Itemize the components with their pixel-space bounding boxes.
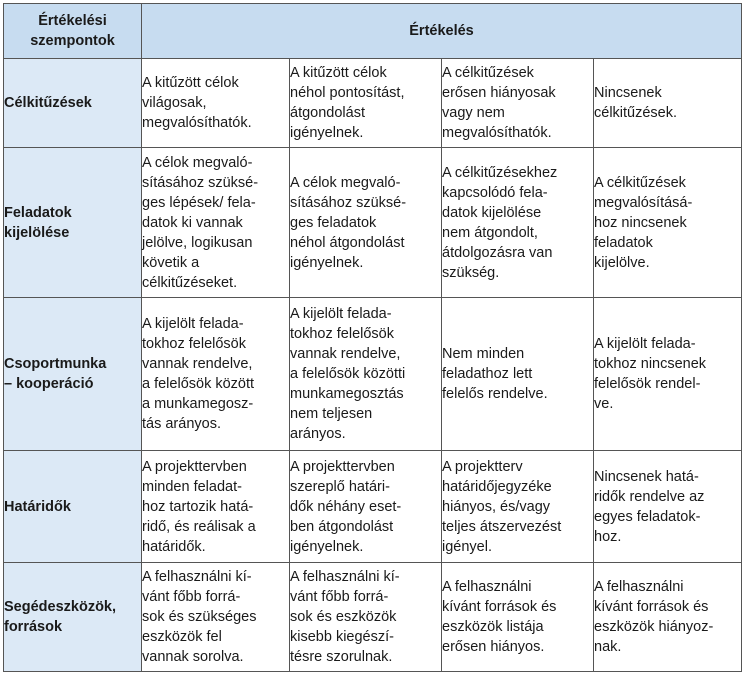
header-row: [4, 4, 742, 59]
rating-cell: A kijelölt felada- tokhoz felelősök vannak rendelve, a felelősök közötti munkamegosztás nem teljesen arányos.: [290, 298, 442, 451]
table-row: [4, 451, 742, 563]
rating-cell: A felhasználni kívánt források és eszközök listája erősen hiányos.: [442, 563, 594, 672]
rating-cell: A felhasználni kívánt források és eszközök hiányoz- nak.: [594, 563, 742, 672]
rating-cell: Nincsenek célkitűzések.: [594, 59, 742, 148]
rating-cell: A felhasználni kí- vánt főbb forrá- sok és eszközök kisebb kiegészí- tésre szorulnak.: [290, 563, 442, 672]
rating-cell: Nem minden feladathoz lett felelős rendelve.: [442, 298, 594, 451]
rating-cell: A célok megvaló- sításához szüksé- ges lépések/ fela- datok ki vannak jelölve, logikusan követik a célkitűzéseket.: [142, 148, 290, 298]
criterion-cell: Segédeszközök, források: [4, 563, 142, 672]
table-row: [4, 563, 742, 672]
rating-cell: A kijelölt felada- tokhoz nincsenek felelősök rendel- ve.: [594, 298, 742, 451]
rating-cell: A felhasználni kí- vánt főbb forrá- sok és szükséges eszközök fel vannak sorolva.: [142, 563, 290, 672]
rating-cell: A projekttervben minden feladat- hoz tartozik hatá- ridő, és reálisak a határidők.: [142, 451, 290, 563]
criterion-cell: Feladatok kijelölése: [4, 148, 142, 298]
rating-cell: A projekttervben szereplő határi- dők néhány eset- ben átgondolást igényelnek.: [290, 451, 442, 563]
rating-cell: A célkitűzésekhez kapcsolódó fela- datok kijelölése nem átgondolt, átdolgozásra van szükség.: [442, 148, 594, 298]
rating-cell: A kitűzött célok világosak, megvalósíthatók.: [142, 59, 290, 148]
rating-cell: A projektterv határidőjegyzéke hiányos, és/vagy teljes átszervezést igényel.: [442, 451, 594, 563]
rating-cell: A célkitűzések erősen hiányosak vagy nem megvalósíthatók.: [442, 59, 594, 148]
rating-cell: A kijelölt felada- tokhoz felelősök vannak rendelve, a felelősök között a munkamegosz- tás arányos.: [142, 298, 290, 451]
criteria-header: Értékelési szempontok: [4, 4, 142, 59]
rating-cell: A kitűzött célok néhol pontosítást, átgondolást igényelnek.: [290, 59, 442, 148]
evaluation-rubric-table: [3, 3, 742, 672]
table-row: [4, 298, 742, 451]
table-row: [4, 59, 742, 148]
rating-cell: A célkitűzések megvalósításá- hoz nincsenek feladatok kijelölve.: [594, 148, 742, 298]
criterion-cell: Csoportmunka – kooperáció: [4, 298, 142, 451]
rating-cell: A célok megvaló- sításához szüksé- ges feladatok néhol átgondolást igényelnek.: [290, 148, 442, 298]
rating-cell: Nincsenek hatá- ridők rendelve az egyes feladatok- hoz.: [594, 451, 742, 563]
table-row: [4, 148, 742, 298]
rating-header: Értékelés: [142, 4, 742, 59]
criterion-cell: Határidők: [4, 451, 142, 563]
criterion-cell: Célkitűzések: [4, 59, 142, 148]
